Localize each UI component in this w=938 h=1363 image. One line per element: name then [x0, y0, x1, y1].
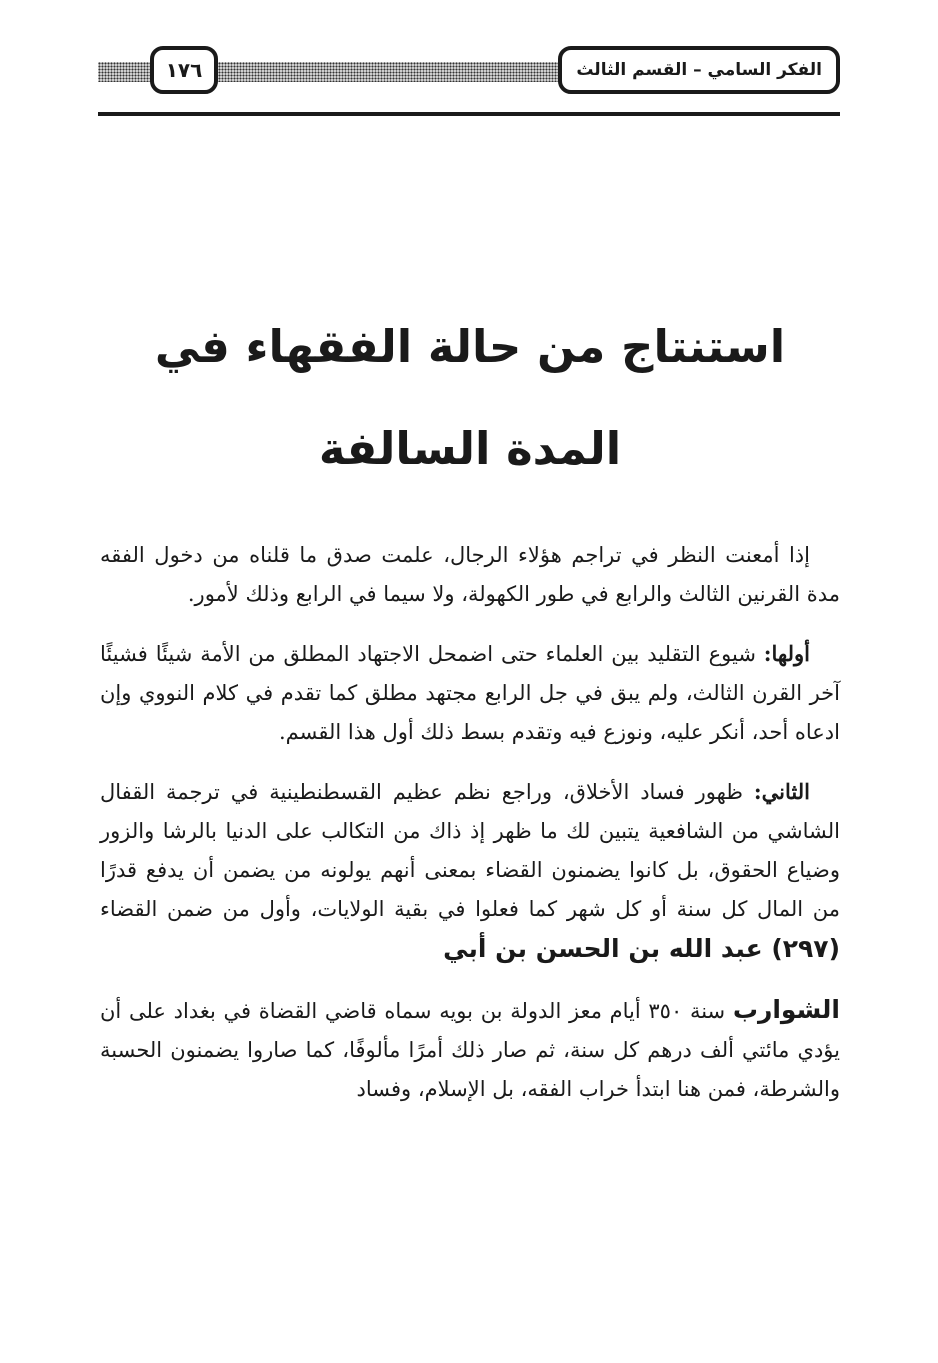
paragraph-third-text: سنة ٣٥٠ أيام معز الدولة بن بويه سماه قاضي القضاة في بغداد على أن يؤدي مائتي ألف درهم كل سنة، ثم صار ذلك أمرًا مألوفًا، كما صاروا يضمنون الحسبة والشرطة، فمن هنا ابتدأ خراب الفقه، بل الإسلام، وفساد	[100, 999, 840, 1101]
paragraph-first	[100, 634, 840, 752]
paragraph-second-lead: الثاني:	[753, 779, 810, 804]
running-header	[98, 44, 840, 100]
paragraph-second	[100, 772, 840, 970]
paragraph-second-text: ظهور فساد الأخلاق، وراجع نظم عظيم القسطنطينية في ترجمة القفال الشاشي من الشافعية يتبين لك ما ظهر إذ ذاك من التكالب على الدنيا بالرشا والزور وضياع الحقوق، بل كانوا يضمنون القضاء بمعنى أنهم يولونه من يضمن أن يدفع قدرًا من المال كل سنة أو كل شهر كما فعلوا في بقية الولايات، وأول من ضمن القضاء	[100, 780, 840, 921]
body-text	[100, 536, 840, 1129]
chapter-title-line-2: المدة السالفة	[318, 422, 622, 475]
header-rule	[98, 112, 840, 116]
paragraph-third-emphasis: الشوارب	[732, 995, 840, 1024]
chapter-title	[100, 296, 840, 500]
paragraph-first-lead: أولها:	[763, 641, 810, 666]
paragraph-third	[100, 990, 840, 1109]
paragraph-intro: إذا أمعنت النظر في تراجم هؤلاء الرجال، علمت صدق ما قلناه من دخول الفقه مدة القرنين الثالث والرابع في طور الكهولة، ولا سيما في الرابع وذلك لأمور.	[100, 543, 840, 606]
paragraph-first-text: شيوع التقليد بين العلماء حتى اضمحل الاجتهاد المطلق من الأمة شيئًا فشيئًا آخر القرن الثالث، ولم يبق في جل الرابع مجتهد مطلق كما تقدم في كلام النووي وإن ادعاه أحد، أنكر عليه، ونوزع فيه وتقدم بسط ذلك أول هذا القسم.	[100, 642, 840, 744]
chapter-title-line-1: استنتاج من حالة الفقهاء في	[154, 320, 786, 373]
page-number: ١٧٦	[150, 46, 218, 94]
paragraph-second-emphasis: (٢٩٧) عبد الله بن الحسن بن أبي	[443, 934, 840, 963]
header-title: الفكر السامي – القسم الثالث	[558, 46, 840, 94]
